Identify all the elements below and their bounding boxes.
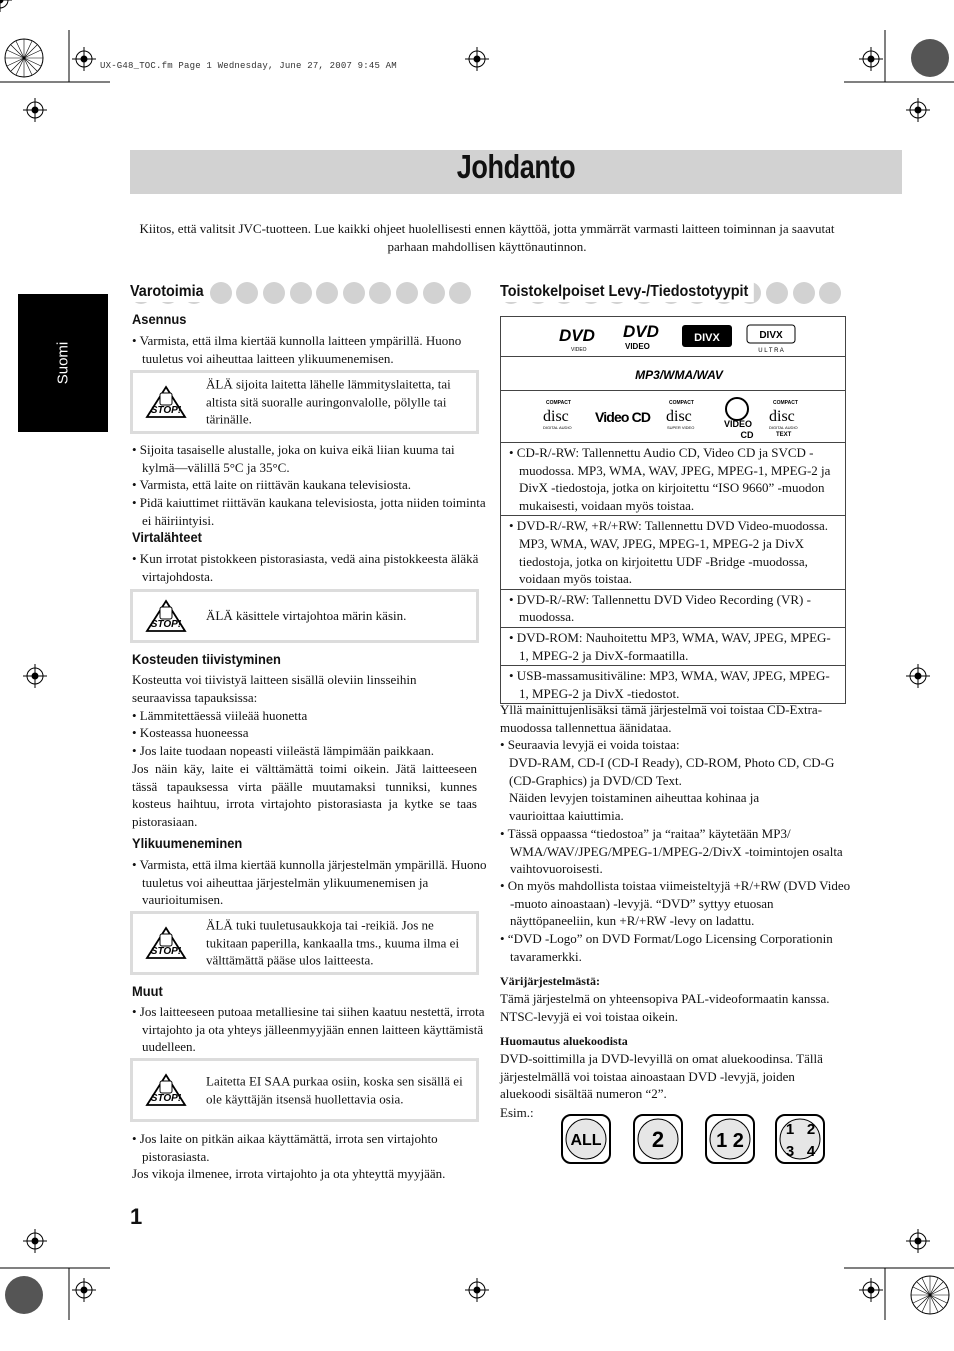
language-tab	[18, 294, 108, 432]
cd-logos	[501, 391, 845, 443]
section-heading-text: Varotoimia	[130, 282, 209, 302]
cd-text-digital-audio: DIGITAL AUDIO	[769, 425, 798, 430]
region-1-2-icon	[705, 1114, 755, 1164]
video-cd-logo: Video CD	[595, 409, 651, 425]
region-q3: 3	[785, 1143, 795, 1160]
dvd-r-logo-sub: VIDEO	[625, 342, 650, 351]
trademark-bullet: • “DVD -Logo” on DVD Format/Logo Licensing Corporationin tavaramerkki.	[500, 931, 833, 964]
warning-text: Laitetta EI SAA purkaa osiin, koska sen sisällä ei ole käyttäjän itsensä huollettavia osia.	[206, 1073, 463, 1106]
stop-icon-label: STOP!	[150, 405, 182, 416]
intro-text: Kiitos, että valitsit JVC-tuotteen. Lue kaikki ohjeet huolellisesti ennen käyttöä, jotta ymmärrät varmasti laitteen toiminnan ja saavutat parhaan mahdollisen käyttönautinnon.	[139, 221, 835, 254]
cd-text-compact: COMPACT	[773, 400, 798, 406]
subheading-asennus: Asennus	[132, 311, 187, 327]
asennus-bullet-4: • Pidä kaiuttimet riittävän kaukana televisiosta, jotta niiden toiminta ei häiriintyisi.	[132, 495, 486, 528]
cd-da-disc: disc	[543, 408, 569, 425]
muut-bullet-1: • Jos laitteeseen putoaa metalliesine tai siihen kaatuu nestettä, irrota virtajohto ja ota yhteys jälleenmyyjään ennen laitteen käyttämistä uudelleen.	[132, 1004, 485, 1055]
region-1-2-3-4-icon	[775, 1114, 825, 1164]
warning-text: ÄLÄ tuki tuuletusaukkoja tai -reikiä. Jos ne tukitaan paperilla, kankaalla tms., kuuma ilma ei välttämättä pääse ulos laitteesta.	[206, 917, 460, 968]
subheading-ylikuumeneminen: Ylikuumeneminen	[132, 835, 243, 851]
region-code-title: Huomautus aluekoodista	[500, 1034, 628, 1048]
cd-text-label: TEXT	[776, 432, 792, 438]
divx-logo: DIVX	[694, 332, 720, 344]
disc-row-cd-r: • CD-R/-RW: Tallennettu Audio CD, Video CD ja SVCD -muodossa. MP3, WMA, WAV, JPEG, MPEG-1, MPEG-2 ja DivX -tiedostoja, jotka on kirjoitettu “ISO 9660” -muodon mukaisesti, voidaan myös toistaa.	[501, 443, 845, 516]
subheading-kosteus: Kosteuden tiivistyminen	[132, 651, 281, 667]
example-label: Esim.:	[500, 1105, 534, 1120]
cd-text-disc: disc	[769, 408, 795, 425]
mp3-wma-wav-logo	[501, 357, 845, 391]
svcd-sub: SUPER VIDEO	[667, 425, 695, 430]
video-cd2-bottom: CD	[740, 430, 754, 440]
warning-box-disassemble	[130, 1058, 479, 1122]
stop-hand-icon	[145, 926, 187, 960]
logo-row-dvd-divx	[501, 317, 845, 357]
disc-row-dvd-r-plus: • DVD-R/-RW, +R/+RW: Tallennettu DVD Video-muodossa. MP3, WMA, WAV, JPEG, MPEG-1, MPEG-2 ja DivX tiedostoja, jotka on kirjoitettu UDF -Bridge -muodossa, voidaan myös toistaa.	[501, 516, 845, 589]
stop-hand-icon	[145, 385, 187, 419]
unplayable-bullet: • Seuraavia levyjä ei voida toistaa:	[500, 737, 680, 752]
warning-text: ÄLÄ käsittele virtajohtoa märin käsin.	[206, 608, 407, 624]
stop-icon-label: STOP!	[150, 946, 182, 957]
section-heading-varotoimia	[130, 281, 480, 303]
color-system-title: Värijärjestelmästä:	[500, 974, 600, 988]
page-title: Johdanto	[456, 148, 576, 185]
stop-icon-label: STOP!	[150, 1093, 182, 1104]
divx-ultra-text: U L T R A	[758, 348, 784, 354]
cd-da-digital-audio: DIGITAL AUDIO	[543, 425, 572, 430]
region-1-2-label: 1 2	[716, 1130, 744, 1152]
subheading-muut: Muut	[132, 983, 163, 999]
finalized-bullet: • On myös mahdollista toistaa viimeisteltyjä +R/+RW (DVD Video -muoto ainoastaan) -levyjä. “DVD” syttyy etuosan näyttöpaneeliin, kun +R/+RW -levy on ladattu.	[500, 878, 851, 929]
disc-type-table	[500, 316, 846, 704]
svcd-compact: COMPACT	[669, 400, 694, 406]
color-system-text: Tämä järjestelmä on yhteensopiva PAL-videoformaatin kanssa. NTSC-levyjä ei voi toistaa oikein.	[500, 991, 830, 1024]
unplayable-list: DVD-RAM, CD-I (CD-I Ready), CD-ROM, Photo CD, CD-G (CD-Graphics) ja DVD/CD Text.	[509, 755, 835, 788]
disc-row-dvd-vr: • DVD-R/-RW: Tallennettu DVD Video Recording (VR) -muodossa.	[501, 590, 845, 628]
stop-icon-label: STOP!	[150, 619, 182, 630]
region-q4: 4	[806, 1143, 816, 1160]
disc-row-dvd-rom: • DVD-ROM: Nauhoitettu MP3, WMA, WAV, JPEG, MPEG-1, MPEG-2 ja DivX-formaatilla.	[501, 628, 845, 666]
video-cd2-top: VIDEO	[723, 419, 753, 429]
warning-box-wet-hands	[130, 589, 479, 643]
kosteus-bullet-2: • Kosteassa huoneessa	[132, 725, 249, 740]
warning-box-vents	[130, 911, 479, 975]
region-code-text: DVD-soittimilla ja DVD-levyillä on omat aluekoodinsa. Tällä järjestelmällä voi toistaa ainoastaan DVD -levyjä, joiden aluekoodi sisältää numeron “2”.	[500, 1051, 823, 1102]
logo-row-mp3	[501, 357, 845, 391]
language-tab-label: Suomi	[54, 341, 72, 385]
section-heading-levytyypit	[500, 281, 850, 303]
file-header: UX-G48_TOC.fm Page 1 Wednesday, June 27, 2007 9:45 AM	[100, 61, 397, 71]
kosteus-paragraph: Jos näin käy, laite ei välttämättä toimi oikein. Jätä laitteeseen tässä tapauksessa virta päälle muutamaksi tunniksi, kunnes kosteus haihtuu, irrota virtajohto pistorasiasta ja kytke se taas pistorasiaan.	[132, 761, 477, 829]
terminology-bullet: • Tässä oppaassa “tiedostoa” ja “raitaa” käytetään MP3/ WMA/WAV/JPEG/MPEG-1/MPEG-2/DivX -toimintojen osalta vaihtovuoroisesti.	[500, 826, 843, 877]
logo-row-cd	[501, 391, 845, 443]
dvd-r-logo: DVD	[623, 322, 659, 341]
region-q1: 1	[785, 1121, 795, 1138]
dvd-divx-logos	[501, 317, 845, 357]
virta-bullet-1: • Kun irrotat pistokkeen pistorasiasta, vedä aina pistokkeesta äläkä virtajohdosta.	[132, 551, 479, 584]
dvd-video-logo: DVD	[559, 326, 595, 345]
region-2-label: 2	[651, 1127, 665, 1152]
section-heading-text: Toistokelpoiset Levy-/Tiedostotyypit	[500, 282, 754, 302]
region-all-label: ALL	[570, 1132, 602, 1149]
unplayable-note: Näiden levyjen toistaminen aiheuttaa kohinaa ja vaurioittaa kaiuttimia.	[509, 790, 760, 823]
kosteus-intro: Kosteutta voi tiivistyä laitteen sisällä oleviin linsseihin seuraavissa tapauksissa:	[132, 672, 417, 705]
region-all-icon	[561, 1114, 611, 1164]
svcd-disc: disc	[666, 408, 692, 425]
stop-hand-icon	[145, 599, 187, 633]
kosteus-bullet-3: • Jos laite tuodaan nopeasti viileästä lämpimään paikkaan.	[132, 743, 435, 758]
stop-hand-icon	[145, 1073, 187, 1107]
subheading-virtalahteet: Virtalähteet	[132, 529, 202, 545]
warning-box-heat	[130, 370, 479, 434]
kosteus-bullet-1: • Lämmitettäessä viileää huonetta	[132, 708, 308, 723]
muut-closing: Jos vikoja ilmenee, irrota virtajohto ja ota yhteyttä myyjään.	[132, 1166, 446, 1181]
warning-text: ÄLÄ sijoita laitetta lähelle lämmityslaitetta, tai altista sitä suoralle auringonvalolle, pölylle tai tärinälle.	[206, 376, 451, 427]
dvd-video-logo-sub: VIDEO	[571, 347, 587, 353]
cd-da-compact: COMPACT	[546, 400, 571, 406]
disc-row-usb: • USB-massamusitiväline: MP3, WMA, WAV, JPEG, MPEG-1, MPEG-2 ja DivX -tiedostot.	[509, 668, 830, 701]
asennus-bullet-2: • Sijoita tasaiselle alustalle, joka on kuiva eikä liian kuuma tai kylmä—välillä 5°C ja 35°C.	[132, 442, 455, 475]
ylikuumeneminen-bullet-1: • Varmista, että ilma kiertää kunnolla järjestelmän ympärillä. Huono tuuletus voi aiheuttaa järjestelmän ylikuumenemisen ja vaurioitumisen.	[132, 857, 487, 908]
mp3-wma-wav-text: MP3/WMA/WAV	[635, 368, 723, 382]
asennus-bullet-3: • Varmista, että laite on riittävän kaukana televisiosta.	[132, 477, 412, 492]
region-q2: 2	[806, 1121, 816, 1138]
title-bar	[130, 150, 902, 194]
region-2-icon	[633, 1114, 683, 1164]
asennus-bullet-1: • Varmista, että ilma kiertää kunnolla laitteen ympärillä. Huono tuuletus voi aiheuttaa laitteen ylikuumenemisen.	[132, 333, 462, 366]
muut-bullet-2: • Jos laite on pitkän aikaa käyttämättä, irrota sen virtajohto pistorasiasta.	[132, 1131, 438, 1164]
page-number: 1	[130, 1204, 143, 1229]
divx-ultra-logo: DIVX	[759, 330, 783, 341]
extra-playback-text: Yllä mainittujenlisäksi tämä järjestelmä voi toistaa CD-Extra-muodossa tallennettua äänidataa.	[500, 702, 823, 735]
